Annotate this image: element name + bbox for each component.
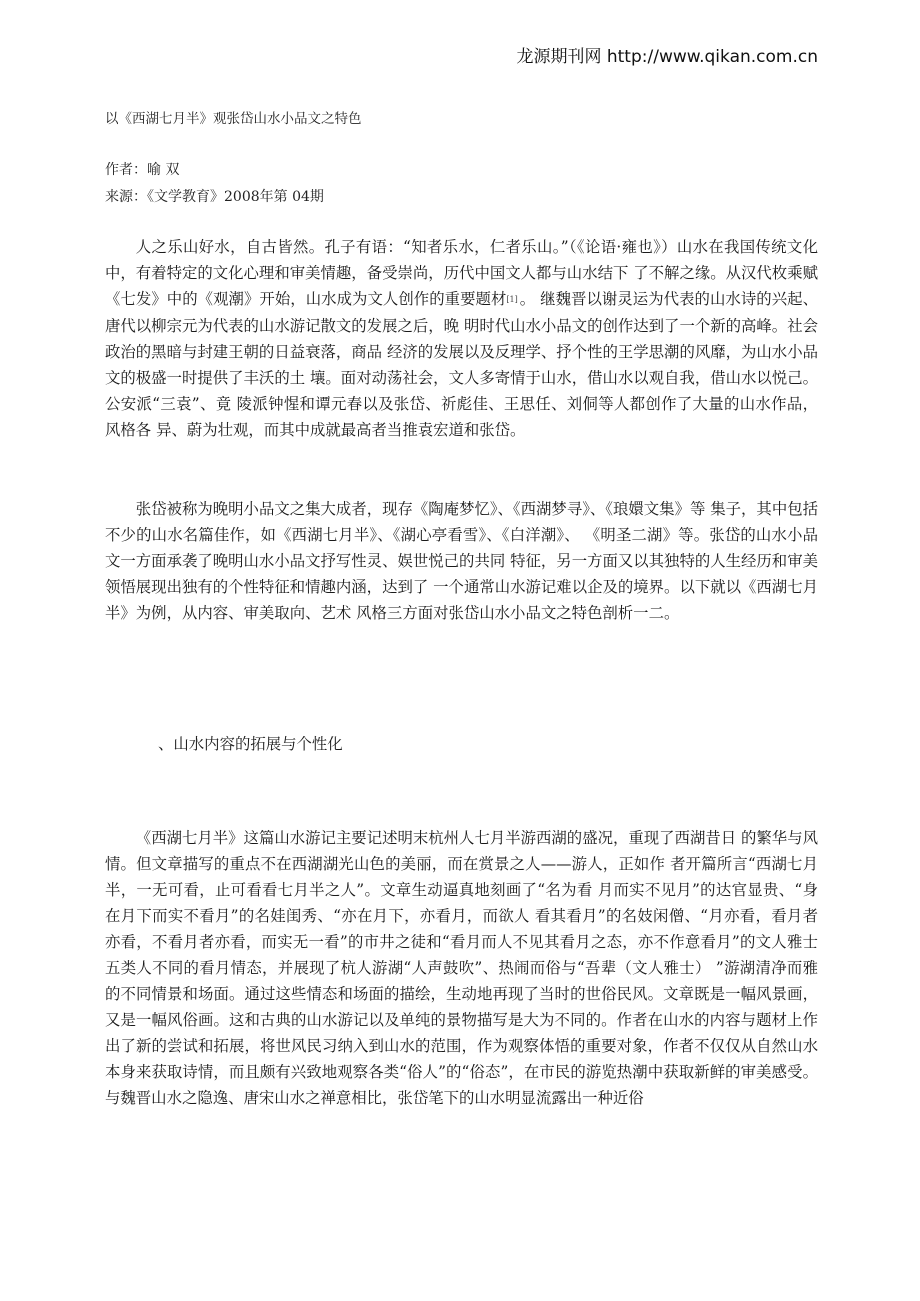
paragraph-intro-text: 人之乐山好水，自古皆然。孔子有语：“知者乐水，仁者乐山。”（《论语·雍也》）山水在我国传统文化中，有着特定的文化心理和审美情趣，备受崇尚，历代中国文人都与山水结下 了不解之缘。从汉代枚乘赋《七发》中的《观潮》开始，山水成为文人创作的重要题材	[105, 238, 818, 308]
section-heading: 、山水内容的拓展与个性化	[158, 735, 343, 753]
article-author: 作者：喻 双	[105, 162, 180, 178]
site-header: 龙源期刊网 http://www.qikan.com.cn	[516, 47, 818, 67]
paragraph-content: 《西湖七月半》这篇山水游记主要记述明末杭州人七月半游西湖的盛况，重现了西湖昔日 的繁华与风情。但文章描写的重点不在西湖湖光山色的美丽，而在赏景之人——游人，正如作 者开篇所言“西湖七月半，一无可看，止可看看七月半之人”。文章生动逼真地刻画了“名为看 月而实不见月”的达官显贵、“身在月下而实不看月”的名娃闺秀、“亦在月下，亦看月，而欲人 看其看月”的名妓闲僧、“月亦看，看月者亦看，不看月者亦看，而实无一看”的市井之徒和“看月而人不见其看月之态，亦不作意看月”的文人雅士五类人不同的看月情态，并展现了杭人游湖“人声鼓吹”、热闹而俗与“吾辈（文人雅士） ”游湖清净而雅的不同情景和场面。通过这些情态和场面的描绘，生动地再现了当时的世俗民风。文章既是一幅风景画，又是一幅风俗画。这和古典的山水游记以及单纯的景物描写是大为不同的。作者在山水的内容与题材上作出了新的尝试和拓展，将世风民习纳入到山水的范围，作为观察体悟的重要对象，作者不仅仅从自然山水本身来获取诗情，而且颇有兴致地观察各类“俗人”的“俗态”，在市民的游览热潮中获取新鲜的审美感受。与魏晋山水之隐逸、唐宋山水之禅意相比，张岱笔下的山水明显流露出一种近俗	[105, 829, 818, 1107]
paragraph-intro-continuation: 。 继魏晋以谢灵运为代表的山水诗的兴起、唐代以柳宗元为代表的山水游记散文的发展之后，晚 明时代山水小品文的创作达到了一个新的高峰。社会政治的黑暗与封建王朝的日益衰落，商品 经济的发展以及反理学、抒个性的王学思潮的风靡，为山水小品文的极盛一时提供了丰沃的土 壤。面对动荡社会，文人多寄情于山水，借山水以观自我，借山水以悦己。公安派“三袁”、竟 陵派钟惺和谭元春以及张岱、祈彪佳、王思任、刘侗等人都创作了大量的山水作品，风格各 异、蔚为壮观，而其中成就最高者当推袁宏道和张岱。	[105, 290, 818, 439]
paragraph-zhangdai: 张岱被称为晚明小品文之集大成者，现存《陶庵梦忆》、《西湖梦寻》、《琅嬛文集》等 集子，其中包括不少的山水名篇佳作，如《西湖七月半》、《湖心亭看雪》、《白洋潮》、 《明圣二湖》等。张岱的山水小品文一方面承袭了晚明山水小品文抒写性灵、娱世悦己的共同 特征，另一方面又以其独特的人生经历和审美领悟展现出独有的个性特征和情趣内涵，达到了 一个通常山水游记难以企及的境界。以下就以《西湖七月半》为例，从内容、审美取向、艺术 风格三方面对张岱山水小品文之特色剖析一二。	[105, 500, 818, 622]
paragraph-intro	[105, 234, 818, 443]
article-title: 以《西湖七月半》观张岱山水小品文之特色	[105, 111, 362, 127]
footnote-reference: [1]	[506, 295, 518, 304]
article-source: 来源：《文学教育》2008年第 04期	[105, 189, 324, 205]
